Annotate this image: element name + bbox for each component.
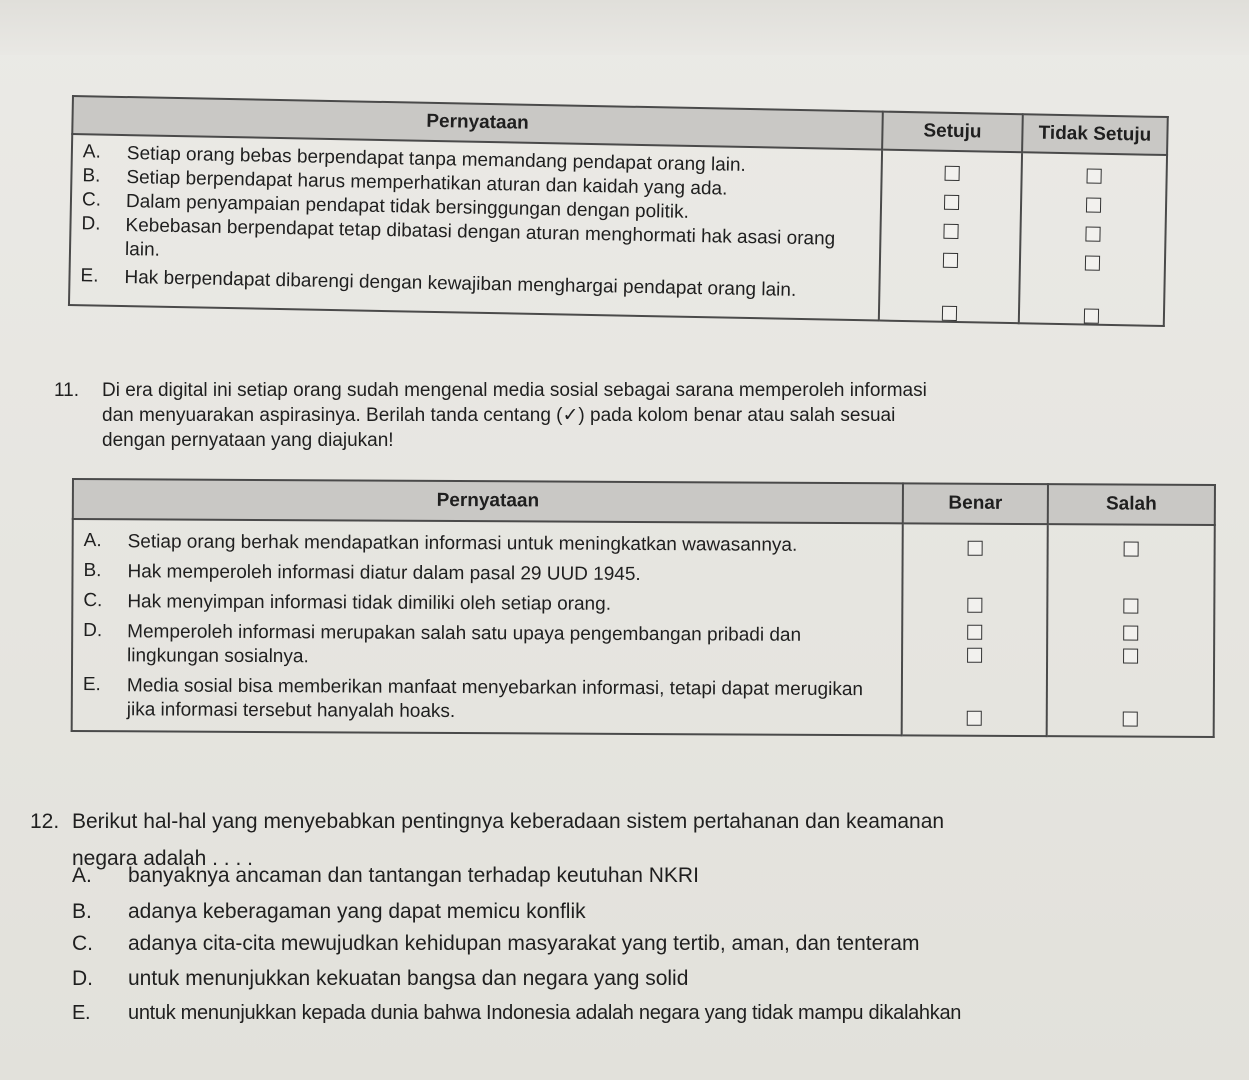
- checkbox-salah-b[interactable]: [1123, 599, 1138, 614]
- checkbox-salah-a[interactable]: [1124, 542, 1139, 557]
- option-c[interactable]: [72, 930, 919, 957]
- item-text: Memperoleh informasi merupakan salah satu upaya pengembangan pribadi dan lingkungan sosialnya.: [127, 621, 802, 668]
- item-letter: E.: [82, 674, 101, 696]
- option-text: untuk menunjukkan kepada dunia bahwa Indonesia adalah negara yang tidak mampu dikalahkan: [128, 1002, 962, 1024]
- option-d[interactable]: [72, 965, 688, 992]
- list-item: [83, 560, 893, 588]
- option-text: banyaknya ancaman dan tantangan terhadap keutuhan NKRI: [128, 864, 699, 887]
- setuju-column: [879, 150, 1022, 324]
- header-salah: Salah: [1048, 484, 1215, 525]
- opinion-table: [68, 95, 1169, 327]
- table-header-row: [73, 479, 1215, 525]
- option-letter: D.: [72, 967, 93, 990]
- checkbox-salah-e[interactable]: [1123, 712, 1138, 727]
- table-body-row: [69, 134, 1167, 326]
- checkbox-tidak-setuju-e[interactable]: [1084, 308, 1099, 323]
- header-benar: Benar: [903, 483, 1048, 524]
- checkbox-setuju-b[interactable]: [943, 195, 958, 210]
- item-letter: E.: [80, 265, 99, 287]
- salah-column: [1047, 524, 1215, 737]
- item-text: Setiap berpendapat harus memperhatikan aturan dan kaidah yang ada.: [126, 167, 728, 200]
- option-letter: A.: [72, 864, 92, 887]
- question-line: dengan pernyataan yang diajukan!: [102, 430, 394, 451]
- question-line: Berikut hal-hal yang menyebabkan pentingnya keberadaan sistem pertahanan dan keamanan: [72, 810, 945, 833]
- checkbox-setuju-a[interactable]: [944, 166, 959, 181]
- question-line: dan menyuarakan aspirasinya. Berilah tanda centang (✓) pada kolom benar atau salah sesuai: [102, 405, 896, 426]
- checkbox-benar-d[interactable]: [967, 648, 982, 663]
- header-setuju: Setuju: [882, 112, 1023, 153]
- list-item: [83, 590, 893, 618]
- item-text: Hak berpendapat dibarengi dengan kewajiban menghargai pendapat orang lain.: [124, 267, 797, 301]
- item-text: Hak menyimpan informasi tidak dimiliki oleh setiap orang.: [127, 591, 612, 615]
- list-item: [83, 674, 893, 726]
- checkbox-setuju-c[interactable]: [943, 224, 958, 239]
- item-text: Hak memperoleh informasi diatur dalam pasal 29 UUD 1945.: [127, 561, 641, 585]
- checkbox-benar-e[interactable]: [967, 711, 982, 726]
- checkbox-salah-d[interactable]: [1123, 649, 1138, 664]
- question-line: negara adalah . . . .: [72, 847, 253, 870]
- question-number: 12.: [30, 810, 60, 833]
- item-letter: D.: [83, 620, 103, 642]
- item-letter: B.: [82, 165, 101, 187]
- option-text: untuk menunjukkan kekuatan bangsa dan negara yang solid: [128, 967, 689, 990]
- checkbox-tidak-setuju-c[interactable]: [1085, 226, 1100, 241]
- table-body-row: [72, 519, 1215, 737]
- option-letter: E.: [72, 1002, 91, 1024]
- checkbox-tidak-setuju-b[interactable]: [1086, 197, 1101, 212]
- item-letter: B.: [83, 560, 102, 582]
- option-text: adanya keberagaman yang dapat memicu konflik: [128, 900, 586, 923]
- option-letter: B.: [72, 900, 92, 923]
- item-text: Dalam penyampaian pendapat tidak bersinggungan dengan politik.: [125, 191, 690, 223]
- question-number: 11.: [54, 380, 80, 401]
- header-pernyataan: Pernyataan: [73, 479, 903, 523]
- checkbox-benar-b[interactable]: [967, 598, 982, 613]
- item-letter: A.: [82, 141, 102, 163]
- option-b[interactable]: [72, 898, 586, 925]
- checkbox-tidak-setuju-d[interactable]: [1085, 255, 1100, 270]
- checkbox-benar-a[interactable]: [968, 541, 983, 556]
- item-letter: D.: [81, 213, 101, 235]
- option-a[interactable]: [72, 862, 699, 889]
- information-table: [71, 478, 1216, 738]
- item-text: Setiap orang berhak mendapatkan informasi untuk meningkatkan wawasannya.: [127, 531, 798, 556]
- checkbox-benar-c[interactable]: [967, 625, 982, 640]
- item-text: Kebebasan berpendapat tetap dibatasi dengan aturan menghormati hak asasi orang lain.: [124, 215, 836, 261]
- item-text: Media sosial bisa memberikan manfaat menyebarkan informasi, tetapi dapat merugikan jika informasi tersebut hanyalah hoaks.: [126, 675, 864, 723]
- option-e[interactable]: [72, 1000, 961, 1027]
- tidak-setuju-column: [1019, 152, 1167, 326]
- item-letter: C.: [81, 189, 102, 211]
- question-line: Di era digital ini setiap orang sudah mengenal media sosial sebagai sarana memperoleh informasi: [102, 380, 927, 401]
- page-top-edge: [0, 0, 1249, 55]
- checkbox-setuju-d[interactable]: [942, 253, 957, 268]
- checkbox-salah-c[interactable]: [1123, 626, 1138, 641]
- header-pernyataan: Pernyataan: [72, 96, 883, 150]
- option-text: adanya cita-cita mewujudkan kehidupan masyarakat yang tertib, aman, dan tenteram: [128, 932, 920, 955]
- benar-column: [902, 523, 1048, 736]
- checkbox-setuju-e[interactable]: [941, 306, 956, 321]
- item-letter: C.: [83, 590, 103, 612]
- item-text: Setiap orang bebas berpendapat tanpa memandang pendapat orang lain.: [126, 143, 747, 176]
- list-item: [84, 530, 894, 558]
- header-tidak-setuju: Tidak Setuju: [1022, 114, 1168, 155]
- item-letter: A.: [83, 530, 102, 552]
- statements-cell: [69, 134, 882, 321]
- statements-cell: [72, 519, 903, 735]
- checkbox-tidak-setuju-a[interactable]: [1086, 168, 1101, 183]
- option-letter: C.: [72, 932, 93, 955]
- question-11: [54, 378, 1204, 453]
- list-item: [83, 620, 893, 672]
